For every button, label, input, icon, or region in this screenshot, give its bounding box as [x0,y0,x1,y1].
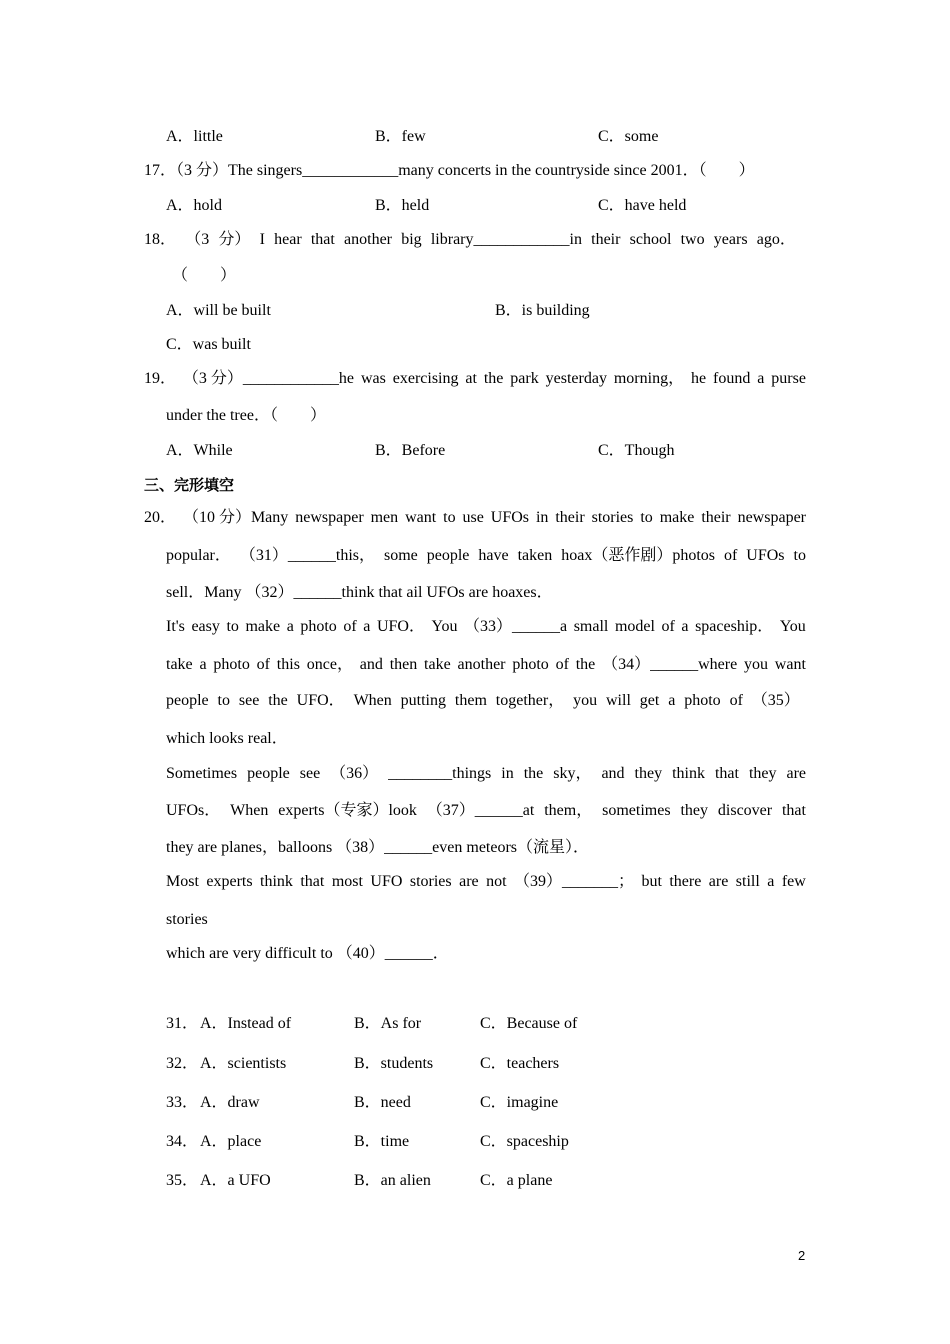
q16-option-b: B．few [375,128,426,145]
q20-line-11: Most experts think that most UFO stories are not （39）_______； but there are still a few [166,873,806,890]
q16-option-a: A．little [166,128,223,145]
q20-line-2: popular． （31）______this， some people have taken hoax（恶作剧）photos of UFOs to [166,547,806,564]
q17-option-c: C．have held [598,197,687,214]
q17-option-a: A．hold [166,197,223,214]
q20-line-7: which looks real． [166,730,288,747]
q19-stem-continued: under the tree．（ ） [166,407,326,424]
choice-option-b: B．students [354,1055,434,1072]
choice-option-c: C．teachers [480,1055,560,1072]
choice-number: 35． [166,1172,199,1189]
q18-option-a: A．will be built [166,302,271,319]
choice-option-c: C．Because of [480,1015,578,1032]
choice-option-b: B．an alien [354,1172,431,1189]
choice-option-c: C．spaceship [480,1133,569,1150]
choice-option-c: C．imagine [480,1094,559,1111]
choice-number: 34． [166,1133,199,1150]
q19-option-a: A．While [166,442,233,459]
q18-stem: 18． （3 分） I hear that another big library____________in their school two years ago． [144,231,796,248]
q20-line-3: sell．Many （32）______think that ail UFOs are hoaxes． [166,584,553,601]
q17-option-b: B．held [375,197,430,214]
choice-option-a: A．scientists [200,1055,287,1072]
q16-option-c: C．some [598,128,659,145]
choice-number: 33． [166,1094,199,1111]
choice-number: 31． [166,1015,199,1032]
choice-option-a: A．a UFO [200,1172,271,1189]
q20-line-4: It's easy to make a photo of a UFO． You （33）______a small model of a spaceship． You [166,618,806,635]
q20-line-9: UFOs． When experts（专家）look （37）______at them， sometimes they discover that [166,802,806,819]
q18-option-b: B．is building [495,302,590,319]
choice-option-b: B．As for [354,1015,422,1032]
choice-number: 32． [166,1055,199,1072]
q17-stem: 17．（3 分）The singers____________many concerts in the countryside since 2001．（ ） [144,162,755,179]
q20-line-6: people to see the UFO． When putting them together， you will get a photo of （35） [166,692,800,709]
q20-line-13: which are very difficult to （40）______． [166,945,449,962]
q20-line-8: Sometimes people see （36） ________things in the sky， and they think that they are [166,765,806,782]
q20-line-5: take a photo of this once， and then take another photo of the （34）______where you want [166,656,806,673]
choice-option-b: B．time [354,1133,410,1150]
q20-line-12: stories [166,911,208,928]
choice-option-c: C．a plane [480,1172,553,1189]
q18-option-c: C．was built [166,336,251,353]
q20-line-10: they are planes，balloons （38）______even meteors（流星）． [166,839,590,856]
q19-option-b: B．Before [375,442,446,459]
section-heading: 三、完形填空 [144,476,235,494]
choice-option-a: A．draw [200,1094,260,1111]
page-number: 2 [798,1248,806,1263]
q19-stem: 19． （3 分）____________he was exercising at the park yesterday morning， he found a purse [144,370,806,387]
q18-stem-continued: （ ） [172,267,237,284]
choice-option-b: B．need [354,1094,411,1111]
choice-option-a: A．place [200,1133,262,1150]
q20-line-1: 20． （10 分）Many newspaper men want to use UFOs in their stories to make their newspaper [144,509,806,526]
q19-option-c: C．Though [598,442,675,459]
choice-option-a: A．Instead of [200,1015,292,1032]
